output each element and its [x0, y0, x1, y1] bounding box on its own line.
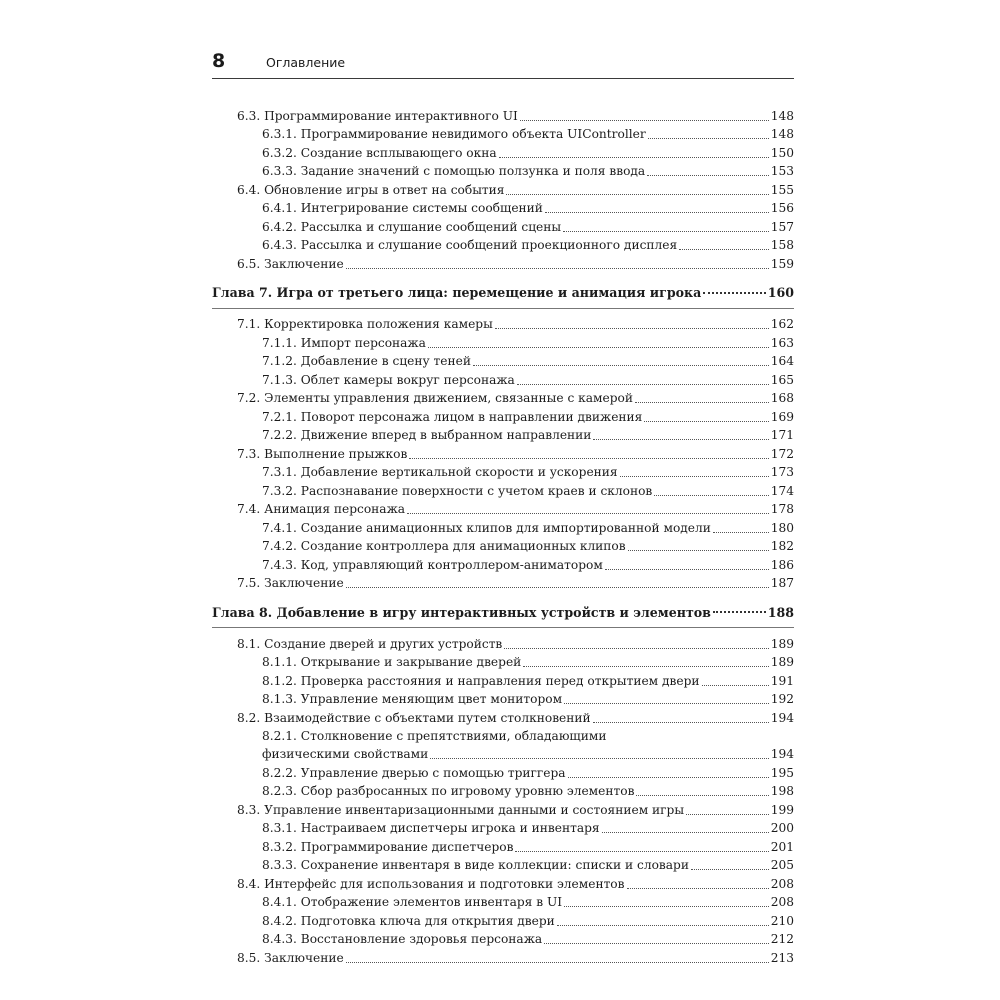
toc-entry-8-2[interactable]: [212, 707, 794, 726]
toc-page-number: 195: [770, 765, 794, 780]
toc-entry-label: 7.2.2. Движение вперед в выбранном направлении: [262, 428, 592, 442]
toc-entry-label: 8.4.3. Восстановление здоровья персонажа: [262, 932, 543, 946]
leader-dots: [713, 611, 766, 613]
toc-entry-7-3-1[interactable]: [212, 462, 794, 481]
leader-dots: [517, 384, 769, 385]
toc-entry-7-4-3[interactable]: [212, 554, 794, 573]
toc-entry-label: 8.3. Управление инвентаризационными данными и состоянием игры: [237, 802, 685, 817]
toc-entry-label: 7.3. Выполнение прыжков: [237, 446, 408, 461]
toc-entry-label: 6.3.2. Создание всплывающего окна: [262, 145, 497, 160]
toc-page-number: 180: [770, 520, 794, 535]
page-header: [212, 48, 794, 79]
toc-entry-label: 6.3.1. Программирование невидимого объекта UIController: [262, 127, 646, 141]
toc-page-number: 153: [770, 164, 794, 178]
toc-entry-label: 7.2. Элементы управления движением, связанные с камерой: [237, 391, 633, 405]
toc-entry-6-4-2[interactable]: [212, 216, 794, 235]
toc-entry-label: 8.3.2. Программирование диспетчеров: [262, 839, 514, 854]
toc-page-number: 187: [770, 576, 794, 590]
leader-dots: [563, 231, 769, 232]
leader-dots: [407, 513, 769, 514]
toc-entry-label: 8.4.1. Отображение элементов инвентаря в UI: [262, 895, 563, 909]
leader-dots: [568, 777, 769, 778]
leader-dots: [346, 268, 769, 269]
leader-dots: [644, 421, 768, 422]
leader-dots: [628, 550, 769, 551]
toc-page-number: 148: [770, 127, 794, 141]
toc-entry-7-5[interactable]: [212, 573, 794, 592]
toc-entry-label: 7.4. Анимация персонажа: [237, 502, 406, 516]
toc-entry-8-4-3[interactable]: [212, 929, 794, 948]
toc-entry-label: 8.3.1. Настраиваем диспетчеры игрока и инвентаря: [262, 821, 600, 835]
toc-entry-label: 6.5. Заключение: [237, 256, 344, 271]
toc-page-number: 213: [770, 950, 794, 965]
toc-entry-7-4-2[interactable]: [212, 536, 794, 555]
toc-page-number: 189: [770, 636, 794, 651]
leader-dots: [495, 328, 769, 329]
toc-page-number: 186: [770, 557, 794, 572]
leader-dots: [605, 569, 769, 570]
leader-dots: [703, 292, 765, 294]
toc-page-number: 182: [770, 539, 794, 553]
leader-dots: [691, 869, 769, 870]
toc-page-number: 159: [770, 256, 794, 271]
toc-entry-6-3[interactable]: [212, 105, 794, 124]
toc-page-number: 188: [767, 604, 794, 620]
leader-dots: [593, 722, 769, 723]
toc-page-number: 192: [770, 692, 794, 706]
leader-dots: [627, 888, 769, 889]
toc-entry-label: 6.4. Обновление игры в ответ на события: [237, 182, 505, 197]
leader-dots: [620, 476, 769, 477]
toc-entry-6-3-3[interactable]: [212, 161, 794, 180]
leader-dots: [602, 832, 769, 833]
toc-page-number: 199: [770, 802, 794, 817]
toc-entry-6-4-1[interactable]: [212, 198, 794, 217]
toc-entry-8-4-1[interactable]: [212, 892, 794, 911]
leader-dots: [499, 157, 769, 158]
leader-dots: [515, 851, 768, 852]
leader-dots: [504, 648, 768, 649]
toc-entry-label: 7.1.1. Импорт персонажа: [262, 335, 426, 350]
leader-dots: [506, 194, 768, 195]
toc-entry-label: 7.1. Корректировка положения камеры: [237, 317, 493, 331]
toc-entry-8-2-1[interactable]: [212, 744, 794, 763]
toc-entry-8-3[interactable]: [212, 799, 794, 818]
toc-page-number: 210: [770, 913, 794, 928]
leader-dots: [523, 666, 768, 667]
toc-entry-label: 6.3. Программирование интерактивного UI: [237, 108, 518, 123]
toc-entry-6-3-2[interactable]: [212, 142, 794, 161]
leader-dots: [593, 439, 768, 440]
toc-entry-7-1-2[interactable]: [212, 351, 794, 370]
toc-entry-6-4-3[interactable]: [212, 235, 794, 254]
toc-entry-label: 7.3.1. Добавление вертикальной скорости и ускорения: [262, 465, 618, 479]
toc-entry-label: 7.1.2. Добавление в сцену теней: [262, 354, 471, 368]
leader-dots: [647, 175, 769, 176]
toc-entry-7-2-2[interactable]: [212, 425, 794, 444]
toc-entry-label: 7.4.3. Код, управляющий контроллером-аниматором: [262, 557, 603, 572]
toc-page-number: 171: [770, 428, 794, 442]
toc-page-number: 162: [770, 317, 794, 331]
toc-entry-8-2-1-line1[interactable]: [212, 726, 794, 744]
toc-page-number: 208: [770, 895, 794, 909]
leader-dots: [654, 495, 768, 496]
toc-entry-8-5[interactable]: [212, 947, 794, 966]
toc-entry-7-3[interactable]: [212, 443, 794, 462]
table-of-contents: [212, 105, 794, 966]
toc-entry-7-3-2[interactable]: [212, 480, 794, 499]
leader-dots: [346, 587, 769, 588]
toc-entry-8-1-3[interactable]: [212, 689, 794, 708]
toc-entry-label: 8.1. Создание дверей и других устройств: [237, 636, 503, 651]
toc-entry-8-2-3[interactable]: [212, 781, 794, 800]
toc-entry-label: 8.2.1. Столкновение с препятствиями, обладающими: [262, 728, 607, 743]
toc-entry-8-4[interactable]: [212, 873, 794, 892]
toc-entry-6-4[interactable]: [212, 179, 794, 198]
toc-entry-label: 6.3.3. Задание значений с помощью ползунка и поля ввода: [262, 164, 646, 178]
toc-entry-label: 8.1.2. Проверка расстояния и направления перед открытием двери: [262, 673, 700, 688]
leader-dots: [409, 458, 768, 459]
toc-entry-label: физическими свойствами: [262, 747, 429, 761]
toc-entry-label: 8.2. Взаимодействие с объектами путем столкновений: [237, 710, 591, 725]
leader-dots: [428, 347, 769, 348]
toc-page-number: 205: [770, 858, 794, 872]
toc-entry-8-1[interactable]: [212, 633, 794, 652]
toc-chapter-7[interactable]: [212, 278, 794, 309]
toc-entry-label: 6.4.2. Рассылка и слушание сообщений сцены: [262, 219, 562, 234]
toc-page-number: 178: [770, 502, 794, 516]
toc-entry-label: 7.1.3. Облет камеры вокруг персонажа: [262, 372, 515, 387]
toc-page-number: 189: [770, 655, 794, 669]
toc-page-number: 157: [770, 219, 794, 234]
toc-entry-label: 8.4. Интерфейс для использования и подготовки элементов: [237, 876, 625, 891]
toc-entry-label: 8.5. Заключение: [237, 950, 344, 965]
leader-dots: [702, 685, 769, 686]
toc-page-number: 156: [770, 201, 794, 215]
toc-entry-label: 8.2.3. Сбор разбросанных по игровому уровню элементов: [262, 784, 635, 798]
toc-entry-label: 8.3.3. Сохранение инвентаря в виде коллекции: списки и словари: [262, 858, 689, 872]
toc-entry-7-2[interactable]: [212, 388, 794, 407]
toc-page-number: 212: [770, 932, 794, 946]
toc-chapter-8[interactable]: [212, 597, 794, 628]
toc-page-number: 191: [770, 673, 794, 688]
toc-entry-label: 6.4.3. Рассылка и слушание сообщений проекционного дисплея: [262, 238, 678, 252]
leader-dots: [713, 532, 769, 533]
toc-entry-label: 6.4.1. Интегрирование системы сообщений: [262, 201, 543, 215]
leader-dots: [564, 703, 769, 704]
toc-entry-label: 8.2.2. Управление дверью с помощью триггера: [262, 765, 566, 780]
toc-page-number: 150: [770, 145, 794, 160]
leader-dots: [635, 402, 769, 403]
toc-entry-label: 7.4.2. Создание контроллера для анимационных клипов: [262, 539, 626, 553]
toc-page-number: 198: [770, 784, 794, 798]
toc-page-number: 148: [770, 108, 794, 123]
toc-entry-label: 8.1.3. Управление меняющим цвет монитором: [262, 692, 563, 706]
page-number: 8: [212, 50, 226, 72]
toc-entry-7-1-3[interactable]: [212, 369, 794, 388]
toc-page-number: 168: [770, 391, 794, 405]
toc-page-number: 172: [770, 446, 794, 461]
toc-entry-6-5[interactable]: [212, 253, 794, 272]
toc-entry-label: 8.1.1. Открывание и закрывание дверей: [262, 655, 522, 669]
toc-entry-7-4-1[interactable]: [212, 517, 794, 536]
toc-entry-8-3-3[interactable]: [212, 855, 794, 874]
toc-entry-7-4[interactable]: [212, 499, 794, 518]
toc-entry-7-2-1[interactable]: [212, 406, 794, 425]
leader-dots: [544, 943, 769, 944]
toc-entry-8-1-1[interactable]: [212, 652, 794, 671]
leader-dots: [520, 120, 769, 121]
toc-entry-8-3-2[interactable]: [212, 836, 794, 855]
toc-entry-7-1[interactable]: [212, 314, 794, 333]
toc-entry-label: 7.4.1. Создание анимационных клипов для импортированной модели: [262, 520, 711, 535]
toc-page-number: 163: [770, 335, 794, 350]
leader-dots: [686, 814, 769, 815]
toc-page-number: 173: [770, 465, 794, 479]
toc-entry-8-1-2[interactable]: [212, 670, 794, 689]
toc-entry-8-2-2[interactable]: [212, 762, 794, 781]
toc-page-number: 158: [770, 238, 794, 252]
toc-entry-7-1-1[interactable]: [212, 332, 794, 351]
toc-page-number: 165: [770, 372, 794, 387]
toc-entry-8-3-1[interactable]: [212, 818, 794, 837]
toc-page-number: 155: [770, 182, 794, 197]
toc-entry-label: 7.5. Заключение: [237, 576, 344, 590]
toc-entry-label: 7.3.2. Распознавание поверхности с учетом краев и склонов: [262, 483, 653, 498]
leader-dots: [545, 212, 769, 213]
toc-page-number: 160: [767, 285, 794, 300]
leader-dots: [679, 249, 769, 250]
leader-dots: [346, 962, 769, 963]
leader-dots: [430, 758, 769, 759]
toc-page-number: 194: [770, 710, 794, 725]
leader-dots: [636, 795, 768, 796]
toc-entry-label: 8.4.2. Подготовка ключа для открытия двери: [262, 913, 555, 928]
leader-dots: [473, 365, 769, 366]
chapter-title: Глава 8. Добавление в игру интерактивных устройств и элементов: [212, 604, 711, 620]
toc-page-number: 194: [770, 747, 794, 761]
running-title: Оглавление: [266, 55, 346, 70]
toc-page-number: 208: [770, 876, 794, 891]
toc-page-number: 164: [770, 354, 794, 368]
toc-entry-8-4-2[interactable]: [212, 910, 794, 929]
chapter-title: Глава 7. Игра от третьего лица: перемещение и анимация игрока: [212, 285, 702, 300]
toc-page-number: 169: [770, 409, 794, 424]
toc-entry-6-3-1[interactable]: [212, 124, 794, 143]
leader-dots: [648, 138, 769, 139]
leader-dots: [557, 925, 769, 926]
leader-dots: [564, 906, 769, 907]
toc-entry-label: 7.2.1. Поворот персонажа лицом в направлении движения: [262, 409, 643, 424]
toc-page-number: 174: [770, 483, 794, 498]
toc-page-number: 200: [770, 821, 794, 835]
toc-page-number: 201: [770, 839, 794, 854]
